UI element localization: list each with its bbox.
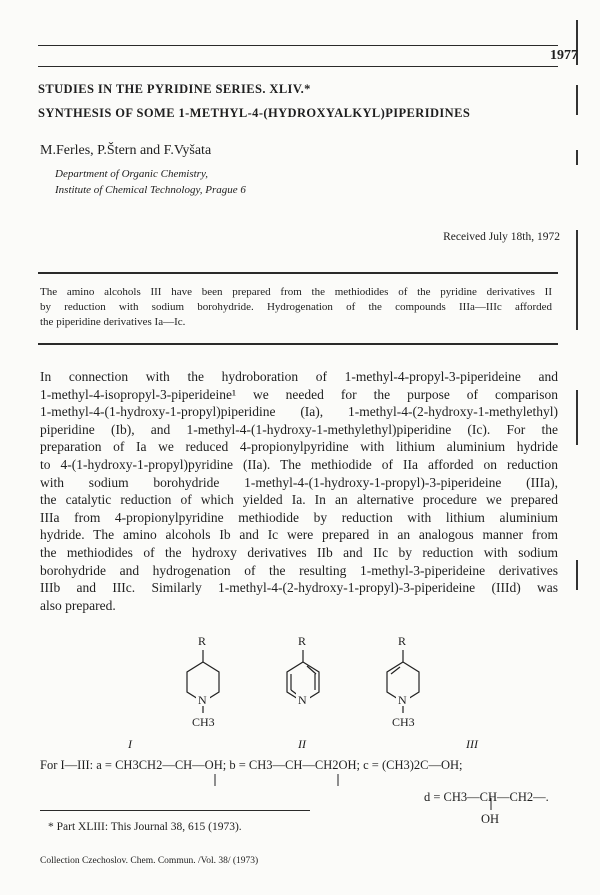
body-line: In connection with the hydroboration of 1-methyl-4-propyl-3-piperideine and bbox=[40, 369, 558, 384]
body-line: to 4-(1-hydroxy-1-propyl)pyridine (IIa). The methiodide of IIa afforded on reduction bbox=[40, 456, 558, 472]
abstract-line: by reduction with sodium borohydride. Hydrogenation of the compounds IIIa—IIIc afforded bbox=[40, 301, 552, 313]
nitrogen-atom: N bbox=[398, 693, 407, 707]
abstract-line: the piperidine derivatives Ia—Ic. bbox=[40, 316, 186, 328]
structure-label-III: III bbox=[466, 737, 478, 751]
page-edge-mark bbox=[576, 85, 578, 115]
header-rule bbox=[38, 45, 558, 46]
substituent-R: R bbox=[298, 634, 307, 648]
body-line: the methiodides of the hydroxy derivatives IIb and IIc by reduction with sodium bbox=[40, 544, 558, 560]
abstract-rule-bottom bbox=[38, 343, 558, 345]
structure-diagrams bbox=[0, 620, 600, 755]
body-line: 1-methyl-4-isopropyl-3-piperideine¹ we needed for the purpose of comparison bbox=[40, 386, 558, 402]
body-line: piperidine (Ib), and 1-methyl-4-(1-hydroxy-1-methylethyl)piperidine (Ic). For the bbox=[40, 421, 558, 437]
page-edge-mark bbox=[576, 560, 578, 590]
body-line: borohydride and hydrogenation of the resulting 1-methyl-3-piperideine derivatives bbox=[40, 562, 558, 578]
title-line-1: STUDIES IN THE PYRIDINE SERIES. XLIV.* bbox=[38, 82, 311, 96]
body-line: 1-methyl-4-(1-hydroxy-1-propyl)piperidine (Ia), 1-methyl-4-(2-hydroxy-1-methylethyl) bbox=[40, 404, 558, 420]
body-line: IIIa from 4-propionylpyridine methiodide by reduction with lithium aluminium bbox=[40, 509, 558, 525]
abstract-rule-top bbox=[38, 272, 558, 274]
body-line: preparation of Ia we reduced 4-propionylpyridine with lithium aluminium hydride bbox=[40, 439, 558, 455]
formula-line-2: d = CH3—CH—CH2—. bbox=[424, 790, 549, 804]
methyl-group: CH3 bbox=[192, 715, 215, 729]
footnote: * Part XLIII: This Journal 38, 615 (1973). bbox=[48, 821, 242, 833]
substituent-R: R bbox=[398, 634, 407, 648]
nitrogen-atom: N bbox=[198, 693, 207, 707]
page-edge-mark bbox=[576, 230, 578, 330]
journal-line: Collection Czechoslov. Chem. Commun. /Vol. 38/ (1973) bbox=[40, 856, 259, 866]
nitrogen-atom: N bbox=[298, 693, 307, 707]
body-line: hydride. The amino alcohols Ib and Ic were prepared in an analogous manner from bbox=[40, 527, 558, 543]
page-edge-mark bbox=[576, 150, 578, 165]
title-line-2: SYNTHESIS OF SOME 1-METHYL-4-(HYDROXYALKYL)PIPERIDINES bbox=[38, 106, 471, 120]
authors: M.Ferles, P.Štern and F.Vyšata bbox=[40, 143, 212, 158]
body-line: IIIb and IIIc. Similarly 1-methyl-4-(2-hydroxy-1-propyl)-3-piperideine (IIId) was bbox=[40, 580, 558, 596]
affiliation-line-2: Institute of Chemical Technology, Prague 6 bbox=[55, 184, 246, 196]
header-rule-bottom bbox=[38, 66, 558, 67]
structure-label-II: II bbox=[298, 737, 306, 751]
abstract bbox=[40, 285, 552, 330]
body-line: the catalytic reduction of which yielded Ia. In an alternative procedure we prepared bbox=[40, 492, 558, 508]
body-paragraph bbox=[40, 368, 558, 614]
page-edge-mark bbox=[576, 390, 578, 445]
formula-oh: OH bbox=[481, 812, 500, 826]
substituent-R: R bbox=[198, 634, 207, 648]
footnote-rule bbox=[40, 810, 310, 811]
structure-label-I: I bbox=[128, 737, 132, 751]
abstract-line: The amino alcohols III have been prepared from the methiodides of the pyridine derivatives II bbox=[40, 286, 552, 298]
received-date: Received July 18th, 1972 bbox=[443, 231, 560, 243]
affiliation-line-1: Department of Organic Chemistry, bbox=[55, 168, 208, 180]
body-line: also prepared. bbox=[40, 597, 116, 613]
methyl-group: CH3 bbox=[392, 715, 415, 729]
formula-line-1: For I—III: a = CH3CH2—CH—OH; b = CH3—CH—CH2OH; c = (CH3)2C—OH; bbox=[40, 758, 463, 772]
page-number: 1977 bbox=[550, 48, 578, 63]
body-line: with sodium borohydride 1-methyl-4-(1-hydroxy-1-propyl)-3-piperideine (IIIa), bbox=[40, 474, 558, 490]
